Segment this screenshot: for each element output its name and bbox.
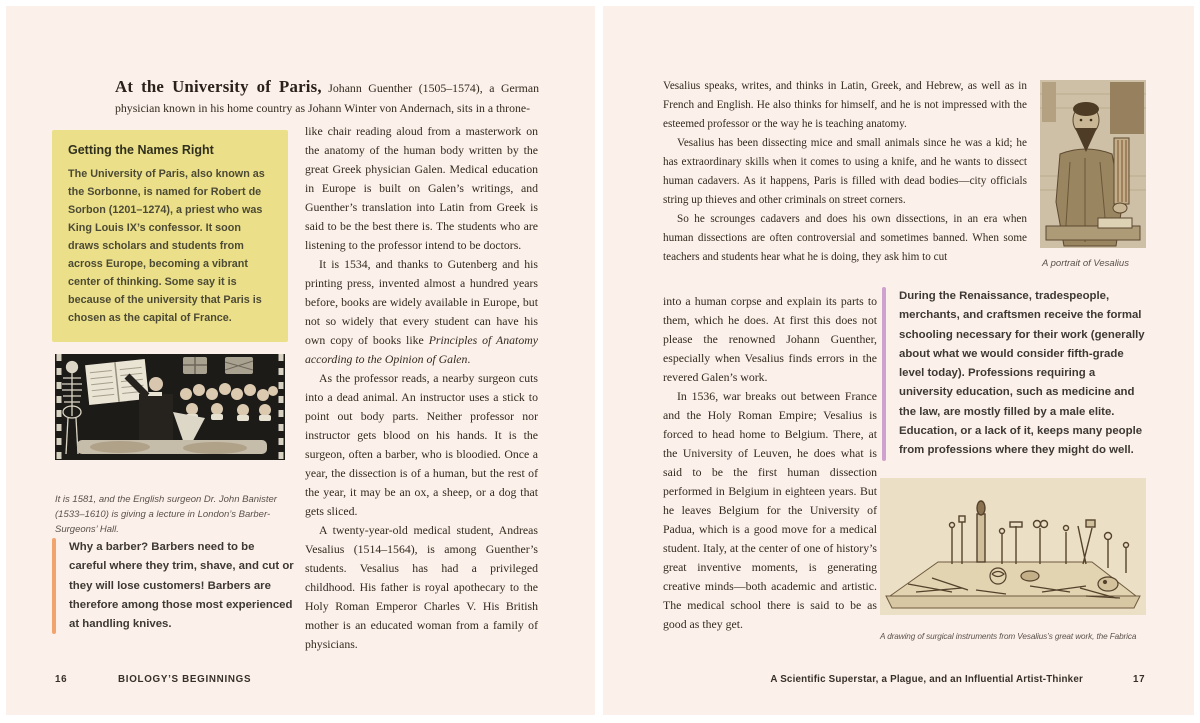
running-head-right: A Scientific Superstar, a Plague, and an Influential Artist-Thinker (770, 674, 1083, 685)
paragraph (305, 255, 538, 369)
lecture-photo-caption: It is 1581, and the English surgeon Dr. John Banister (1533–1610) is giving a lecture in London’s Barber-Surgeons’ Hall. (55, 494, 277, 535)
note-text: During the Renaissance, tradespeople, merchants, and craftsmen receive the formal schooling necessary for their work (generally about what we would consider fifth-grade level today). Professions requiring a university education, such as medicine and the law, are mostly filled by a male elite. Education, or a lack of it, keeps many people from professions where they might do well. (899, 290, 1145, 457)
running-head-left: BIOLOGY’S BEGINNINGS (118, 674, 252, 685)
paragraph-text: It is 1534, and thanks to Gutenberg and his printing press, invented almost a hundred years before, books are widely available in Europe, but not so widely that every student can have his own copy of books like (305, 257, 538, 347)
paragraph-text: . (467, 352, 471, 366)
vesalius-portrait (1040, 80, 1146, 248)
instruments-caption: A drawing of surgical instruments from Vesalius’s great work, the Fabrica (880, 632, 1137, 641)
right-body-narrow (663, 292, 877, 634)
page-number-right: 17 (1133, 674, 1146, 685)
paragraph: Vesalius has been dissecting mice and small animals since he was a kid; he has extraordinary skills when it comes to using a knife, and he wants to dissect human cadavers. As it happens, Paris is filled with dead bodies—city officials string up thieves and other criminals on street corners. (663, 137, 1027, 206)
vesalius-portrait-illustration (1040, 80, 1146, 248)
paragraph: As the professor reads, a nearby surgeon cuts into a dead animal. An instructor uses a stick to point out body parts. Neither professor nor instructor gets blood on his hands. It is the surgeon, often a barber, who is bloodied. Once a year, the dissection is of a human, but the rest of the year, it may be an ox, a sheep, or a dog that gets sliced. (305, 371, 538, 518)
book-title-italic: Principles of Anatomy according to the Opinion of Galen (305, 333, 538, 366)
page-gutter (595, 0, 603, 723)
portrait-caption: A portrait of Vesalius (1042, 258, 1129, 269)
lecture-photo-illustration (55, 354, 285, 460)
paragraph: like chair reading aloud from a masterwork on the anatomy of the human body written by the great Greek physician Galen. Medical education in Europe is built on Galen’s writings, and Guenther’s translation into Latin from Greek is said to be the best there is. The students who are listening to the professor intend to be doctors. (305, 124, 538, 252)
surgical-instruments-illustration (880, 478, 1146, 615)
right-body-wide (663, 77, 1027, 267)
section-heading: At the University of Paris, (115, 77, 322, 96)
surgical-instruments-drawing (880, 478, 1146, 615)
paragraph: into a human corpse and explain its parts to them, which he does. At first this does not please the renowned Johann Guenther, especially when Vesalius finds errors in the revered Galen’s work. (663, 294, 877, 384)
paragraph: In 1536, war breaks out between France and the Holy Roman Empire; Vesalius is forced to head home to Belgium. There, at the University of Leuven, he does what is said to be the first human dissection performed in Belgium in eighteen years. But he leaves Belgium for the University of Padua, which is a good move for a medical student. Italy, at the center of one of history’s great inventive moments, is generating creative minds—both academic and artistic. The medical school there is said to be as good as they get. (663, 389, 877, 631)
note-text: Why a barber? Barbers need to be careful where they trim, shave, and cut or they will lose customers! Barbers are therefore among those most experienced at handling knives. (69, 541, 294, 631)
lecture-photo (55, 354, 285, 460)
left-intro-paragraph (115, 77, 539, 118)
intro-text: Johann Guenther (1505–1574), a German physician known in his home country as Johann Winter von Andernach, sits in a throne- (115, 81, 539, 115)
paragraph: Vesalius speaks, writes, and thinks in Latin, Greek, and Hebrew, as well as in French and English. He also thinks for himself, and he is not impressed with the esteemed professor or the way he is teaching anatomy. (663, 80, 1027, 130)
renaissance-education-note (882, 287, 1150, 461)
barber-note (52, 538, 294, 634)
paragraph: A twenty-year-old medical student, Andreas Vesalius (1514–1564), is among Guenther’s students. Vesalius has had a privileged childhood. His father is royal apothecary to the Holy Roman Emperor Charles V. His British mother is an educated woman from a family of physicians. (305, 523, 538, 651)
paragraph: So he scrounges cadavers and does his own dissections, in an era when human dissections are often controversial and sometimes banned. When some teachers and students hear what he is doing, they ask him to cut (663, 213, 1027, 263)
sidebar-getting-names-right (52, 130, 288, 342)
sidebar-title: Getting the Names Right (68, 143, 214, 157)
sidebar-body: The University of Paris, also known as the Sorbonne, is named for Robert de Sorbon (1201–1274), a priest who was King Louis IX’s confessor. It soon draws scholars and students from across Europe, becoming a vibrant center of thinking. Some say it is because of the university that Paris is chosen as the capital of France. (68, 168, 265, 324)
page-number-left: 16 (55, 674, 68, 685)
left-body-column (305, 122, 538, 654)
